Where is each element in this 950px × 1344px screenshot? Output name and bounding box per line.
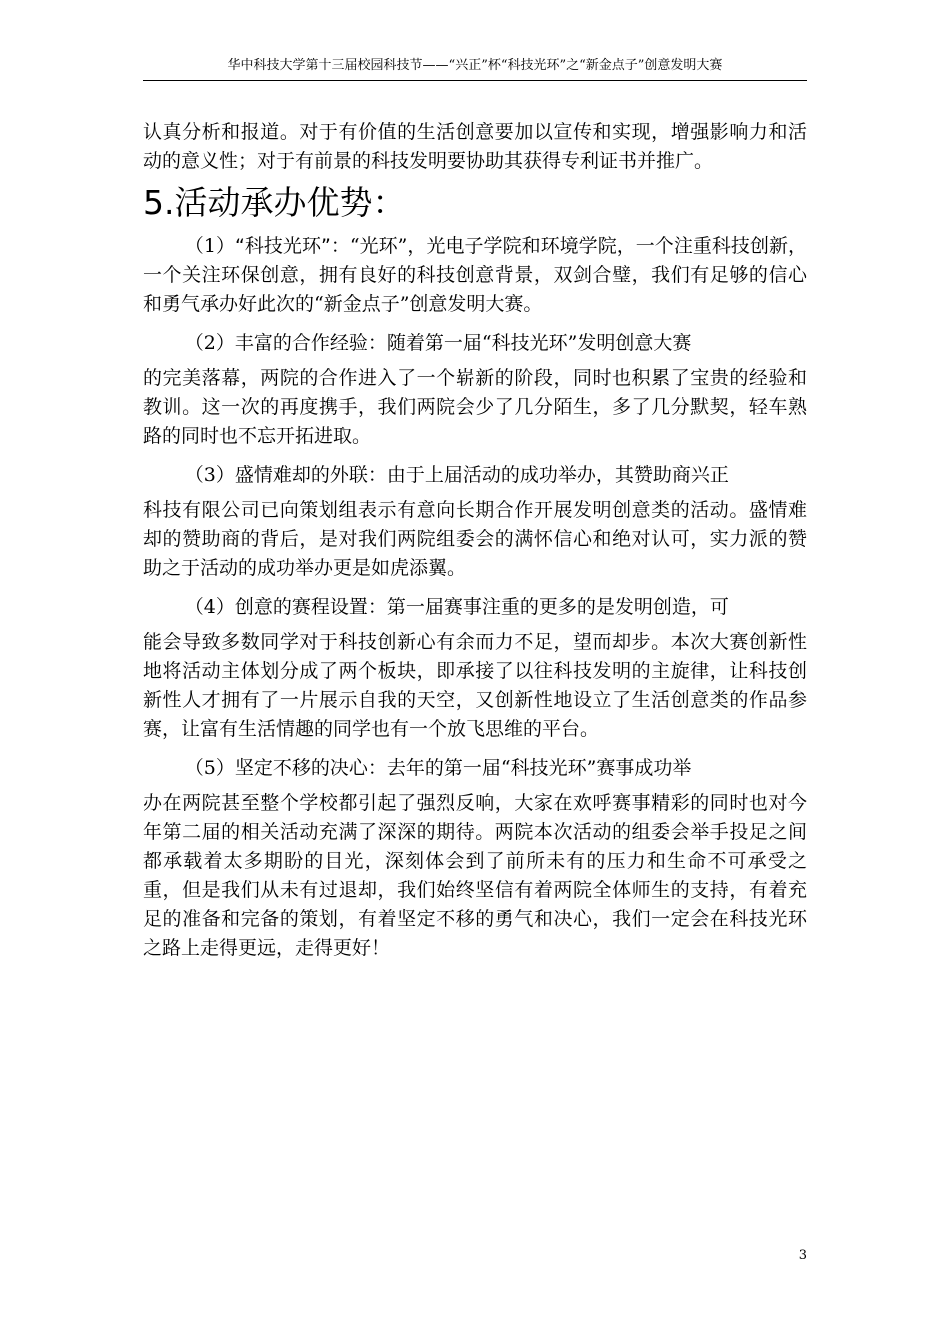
page-number: 3 [798,1248,807,1263]
document-body [143,118,807,963]
section-heading: 5.活动承办优势： [143,183,406,222]
advantage-item-3-lead-line [143,461,807,490]
advantage-item-5-title: 坚定不移的决心： [234,757,387,779]
advantage-item-2-lead: 随着第一届“科技光环”发明创意大赛 [386,332,692,354]
advantage-item-3 [143,461,807,583]
intro-paragraph: 认真分析和报道。对于有价值的生活创意要加以宣传和实现，增强影响力和活动的意义性；对于有前景的科技发明要协助其获得专利证书并推广。 [143,121,807,172]
advantage-item-4 [143,593,807,744]
advantage-item-2-body: 的完美落幕，两院的合作进入了一个崭新的阶段，同时也积累了宝贵的经验和教训。这一次的再度携手，我们两院会少了几分陌生，多了几分默契，轻车熟路的同时也不忘开拓进取。 [143,367,807,447]
advantage-item-4-title: 创意的赛程设置： [234,596,387,618]
advantage-item-3-lead: 由于上届活动的成功举办，其赞助商兴正 [386,464,729,486]
advantage-item-1-prefix: （1） [184,235,235,257]
advantage-item-4-prefix: （4） [184,596,235,618]
advantage-item-2-title: 丰富的合作经验： [234,332,387,354]
advantage-item-1-lead: “光环”，光电子学院和环境学院，一个注重科技创新，一个关注环保创意，拥有良好的科技创意背景，双剑合璧，我们有足够的信心和勇气承办好此次的“新金点子”创意发明大赛。 [143,235,807,315]
advantage-item-5-lead-line [143,754,807,783]
advantage-item-4-body: 能会导致多数同学对于科技创新心有余而力不足，望而却步。本次大赛创新性地将活动主体划分成了两个板块，即承接了以往科技发明的主旋律，让科技创新性人才拥有了一片展示自我的天空，又创新性地设立了生活创意类的作品参赛，让富有生活情趣的同学也有一个放飞思维的平台。 [143,631,807,740]
advantage-item-5 [143,754,807,963]
advantage-item-5-prefix: （5） [184,757,235,779]
advantage-item-3-body: 科技有限公司已向策划组表示有意向长期合作开展发明创意类的活动。盛情难却的赞助商的背后，是对我们两院组委会的满怀信心和绝对认可，实力派的赞助之于活动的成功举办更是如虎添翼。 [143,499,807,579]
advantage-item-2 [143,329,807,451]
advantage-item-2-prefix: （2） [184,332,235,354]
advantage-item-4-lead-line [143,593,807,622]
advantage-item-1-title: “科技光环”： [234,235,350,257]
advantage-item-3-prefix: （3） [184,464,235,486]
advantage-item-5-body: 办在两院甚至整个学校都引起了强烈反响，大家在欢呼赛事精彩的同时也对今年第二届的相关活动充满了深深的期待。两院本次活动的组委会举手投足之间都承载着太多期盼的目光，深刻体会到了前所未有的压力和生命不可承受之重，但是我们从未有过退却，我们始终坚信有着两院全体师生的支持，有着充足的准备和完备的策划，有着坚定不移的勇气和决心，我们一定会在科技光环之路上走得更远，走得更好！ [143,792,807,959]
advantage-item-1 [143,232,807,319]
advantage-item-4-lead: 第一届赛事注重的更多的是发明创造，可 [386,596,729,618]
advantage-item-2-lead-line [143,329,807,358]
advantage-item-5-lead: 去年的第一届“科技光环”赛事成功举 [386,757,692,779]
advantage-item-1-text [143,232,807,319]
page-header: 华中科技大学第十三届校园科技节——“兴正”杯“科技光环”之“新金点子”创意发明大赛 [143,56,807,81]
advantage-item-3-title: 盛情难却的外联： [234,464,387,486]
